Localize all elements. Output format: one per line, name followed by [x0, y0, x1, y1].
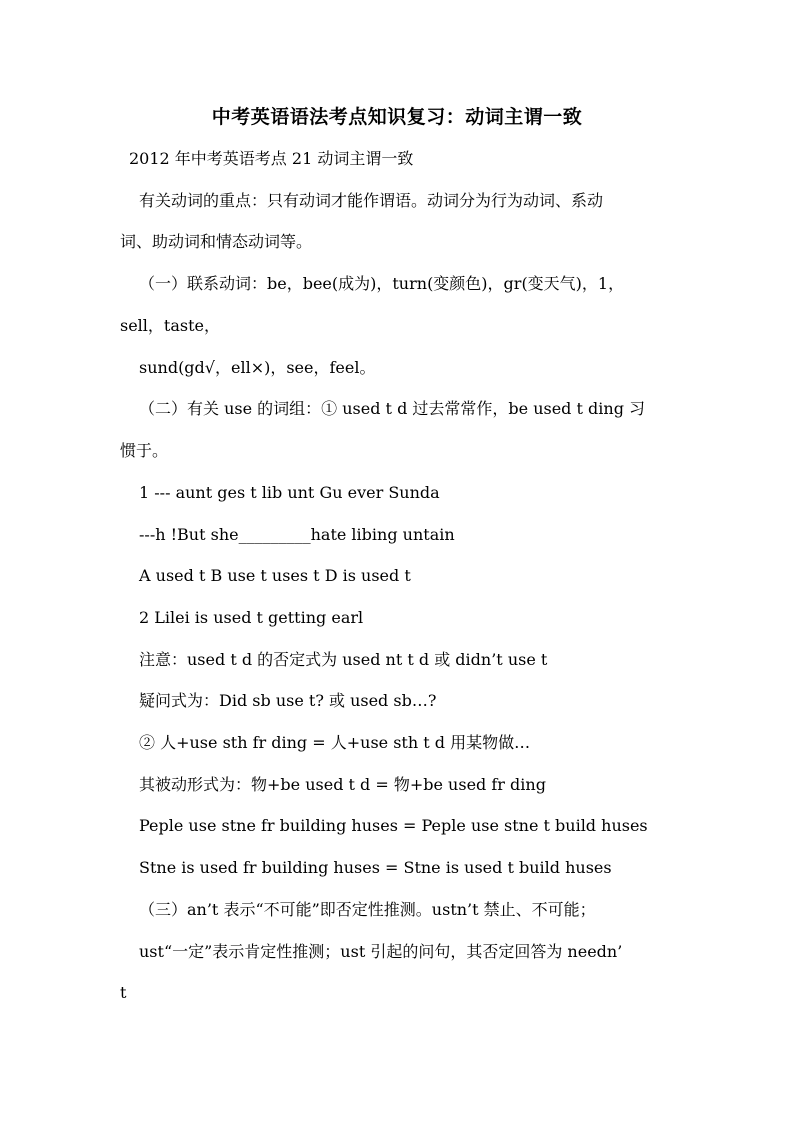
- paragraph-line: Stne is used fr building huses = Stne is used t build huses: [139, 858, 612, 877]
- paragraph-line: （三）an’t 表示“不可能”即否定性推测。ustn’t 禁止、不可能；: [139, 900, 596, 919]
- paragraph-line: sell，taste，: [120, 316, 220, 335]
- paragraph-line: t: [120, 983, 127, 1002]
- paragraph-line: 2 Lilei is used t getting earl: [139, 608, 364, 627]
- paragraph-line: 1 --- aunt ges t lib unt Gu ever Sunda: [139, 483, 440, 502]
- document-title: 中考英语语法考点知识复习：动词主谓一致: [211, 106, 583, 128]
- paragraph-line: 惯于。: [120, 441, 169, 460]
- paragraph-line: 有关动词的重点：只有动词才能作谓语。动词分为行为动词、系动: [139, 191, 604, 210]
- paragraph-line: 注意：used t d 的否定式为 used nt t d 或 didn’t use t: [139, 650, 548, 669]
- paragraph-line: ② 人+use sth fr ding = 人+use sth t d 用某物做…: [139, 733, 531, 752]
- paragraph-line: A used t B use t uses t D is used t: [139, 566, 411, 585]
- paragraph-line: 其被动形式为：物+be used t d = 物+be used fr ding: [139, 775, 546, 794]
- paragraph-line: ust“一定”表示肯定性推测；ust 引起的问句，其否定回答为 needn’: [139, 942, 623, 961]
- paragraph-line: 疑问式为：Did sb use t? 或 used sb…?: [139, 691, 437, 710]
- paragraph-line: （二）有关 use 的词组：① used t d 过去常常作，be used t ding 习: [139, 399, 646, 418]
- paragraph-line: Peple use stne fr building huses = Peple use stne t build huses: [139, 816, 648, 835]
- document-subtitle: 2012 年中考英语考点 21 动词主谓一致: [129, 149, 414, 168]
- paragraph-line: （一）联系动词：be，bee(成为)，turn(变颜色)，gr(变天气)，1，: [139, 274, 625, 293]
- paragraph-line: 词、助动词和情态动词等。: [120, 232, 313, 251]
- paragraph-line: sund(gd√，ell×)，see，feel。: [139, 358, 376, 377]
- paragraph-line: ---h !But she_________hate libing untain: [139, 525, 455, 544]
